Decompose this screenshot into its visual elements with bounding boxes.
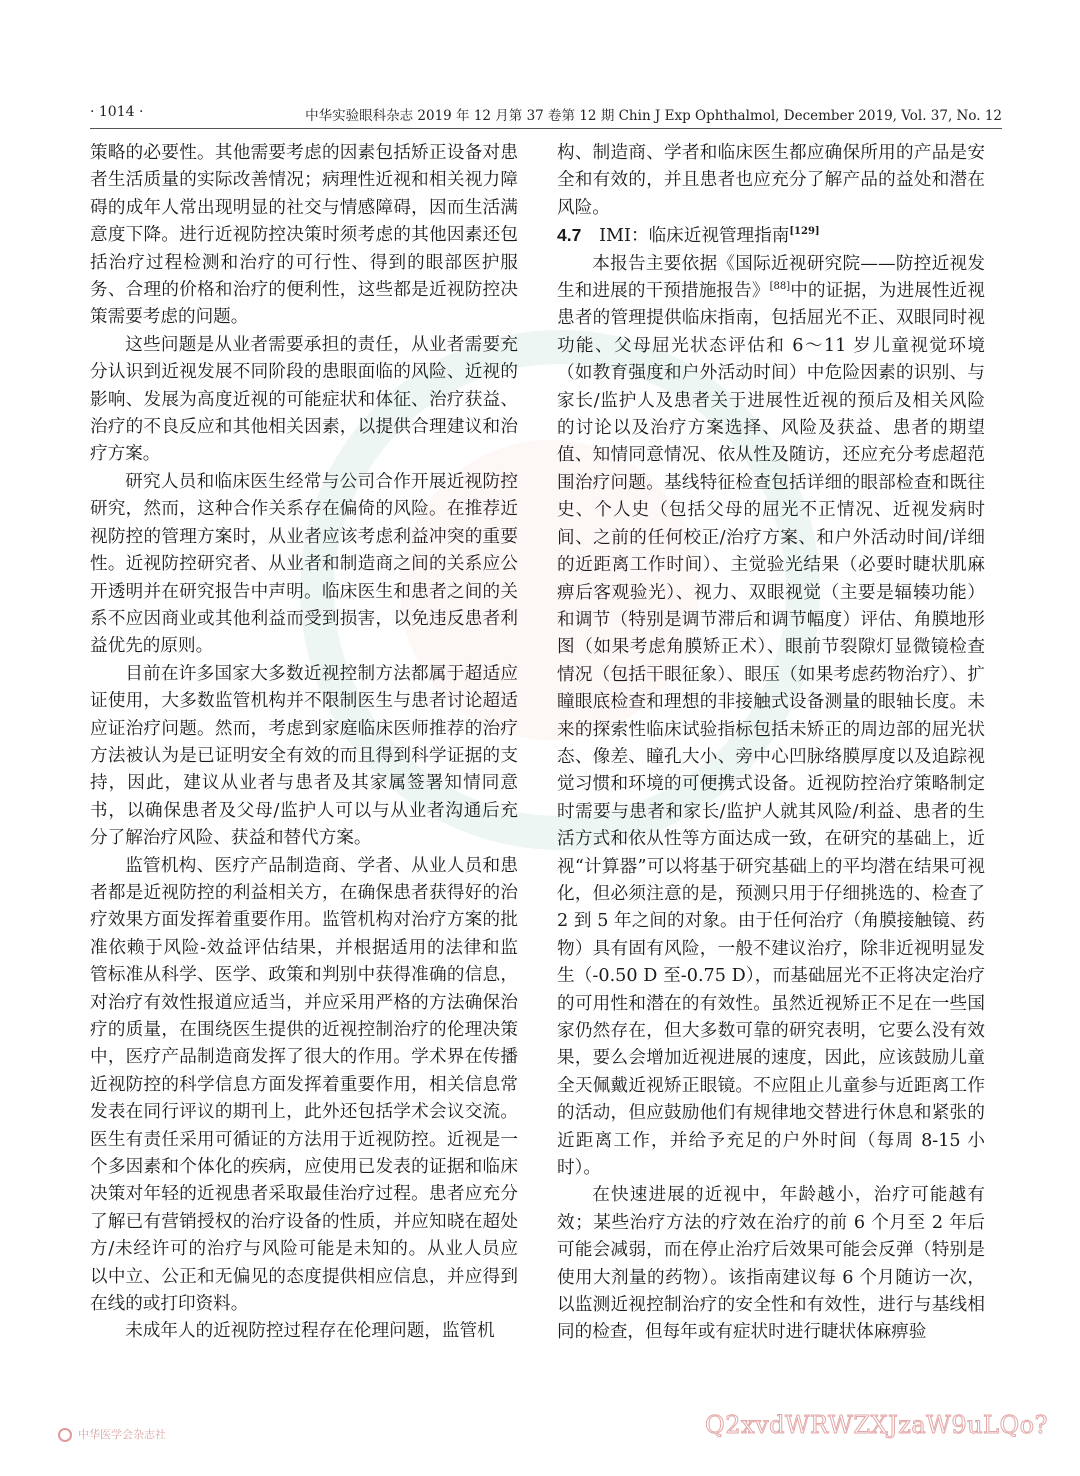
page-number: · 1014 · — [90, 104, 144, 120]
section-heading — [557, 222, 985, 250]
footer-watermark-code: Q2xvdWRWZXJzaW9uLQo? — [705, 1411, 1048, 1439]
section-title: IMI：临床近视管理指南 — [599, 226, 790, 247]
seal-icon — [58, 1428, 72, 1442]
paragraph-text: 本报告主要依据《国际近视研究院——防控近视发生和进展的干预措施报告》 — [557, 253, 985, 302]
citation-ref: [129] — [789, 226, 820, 238]
paragraph: 策略的必要性。其他需要考虑的因素包括矫正设备对患者生活质量的实际改善情况；病理性近视和相关视力障碍的成年人常出现明显的社交与情感障碍，因而生活满意度下降。进行近视防控决策时须考虑的其他因素还包括治疗过程检测和治疗的可行性、得到的眼部医护服务、合理的价格和治疗的便利性，这些都是近视防控决策需要考虑的问题。 — [90, 143, 518, 328]
paragraph: 构、制造商、学者和临床医生都应确保所用的产品是安全和有效的，并且患者也应充分了解产品的益处和潜在风险。 — [557, 143, 985, 218]
paragraph: 未成年人的近视防控过程存在伦理问题，监管机 — [125, 1321, 495, 1342]
left-column — [90, 140, 518, 1346]
header-divider — [90, 128, 1002, 129]
citation-ref: [88] — [769, 281, 791, 293]
paragraph-text: 中的证据，为进展性近视患者的管理提供临床指南，包括屈光不正、双眼同时视功能、父母屈光状态评估和 6～11 岁儿童视觉环境（如教育强度和户外活动时间）中危险因素的识别、与家长/监护人及患者关于进展性近视的预后及相关风险的讨论以及治疗方案选择、风险及获益、患者的期望值、知情同意情况、依从性及随访，还应充分考虑超范围治疗问题。基线特征检查包括详细的眼部检查和既往史、个人史（包括父母的屈光不正情况、近视发病时间、之前的任何校正/治疗方案、和户外活动时间/详细的近距离工作时间）、主觉验光结果（必要时睫状肌麻痹后客观验光）、视力、双眼视觉（主要是辐辏功能）和调节（特别是调节滞后和调节幅度）评估、角膜地形图（如果考虑角膜矫正术）、眼前节裂隙灯显微镜检查情况（包括干眼征象）、眼压（如果考虑药物治疗）、扩瞳眼底检查和理想的非接触式设备测量的眼轴长度。未来的探索性临床试验指标包括未矫正的周边部的屈光状态、像差、瞳孔大小、旁中心凹脉络膜厚度以及追踪视觉习惯和环境的可便携式设备。近视防控治疗策略制定时需要与患者和家长/监护人就其风险/利益、患者的生活方式和依从性等方面达成一致，在研究的基础上，近视“计算器”可以将基于研究基础上的平均潜在结果可视化，但必须注意的是，预测只用于仔细挑选的、检查了 2 到 5 年之间的对象。由于任何治疗（角膜接触镜、药物）具有固有风险，一般不建议治疗，除非近视明显发生（-0.50 D 至-0.75 D），而基础屈光不正将决定治疗的可用性和潜在的有效性。虽然近视矫正不足在一些国家仍然存在，但大多数可靠的研究表明，它要么没有效果，要么会增加近视进展的速度，因此，应该鼓励儿童全天佩戴近视矫正眼镜。不应阻止儿童参与近距离工作的活动，但应鼓励他们有规律地交替进行休息和紧张的近距离工作，并给予充足的户外时间（每周 8-15 小时）。 — [557, 281, 985, 1179]
paragraph: 研究人员和临床医生经常与公司合作开展近视防控研究，然而，这种合作关系存在偏倚的风险。在推荐近视防控的管理方案时，从业者应该考虑利益冲突的重要性。近视防控研究者、从业者和制造商之间的关系应公开透明并在研究报告中声明。临床医生和患者之间的关系不应因商业或其他利益而受到损害，以免违反患者利益优先的原则。 — [90, 471, 518, 657]
publisher-logo — [58, 1426, 166, 1446]
running-header — [90, 100, 1002, 124]
publisher-name: 中华医学会杂志社 — [78, 1429, 166, 1441]
section-number: 4.7 — [557, 225, 582, 246]
paragraph — [557, 251, 985, 1183]
paragraph: 在快速进展的近视中，年龄越小，治疗可能越有效；某些治疗方法的疗效在治疗的前 6 个月至 2 年后可能会减弱，而在停止治疗后效果可能会反弹（特别是使用大剂量的药物）。该指南建议每 6 个月随访一次，以监测近视控制治疗的安全性和有效性，进行与基线相同的检查，但每年或有症状时进行睫状体麻痹验 — [557, 1185, 985, 1343]
paragraph: 监管机构、医疗产品制造商、学者、从业人员和患者都是近视防控的利益相关方，在确保患者获得好的治疗效果方面发挥着重要作用。监管机构对治疗方案的批准依赖于风险-效益评估结果，并根据适用的法律和监管标准从科学、医学、政策和判别中获得准确的信息，对治疗有效性报道应适当，并应采用严格的方法确保治疗的质量，在围绕医生提供的近视控制治疗的伦理决策中，医疗产品制造商发挥了很大的作用。学术界在传播近视防控的科学信息方面发挥着重要作用，相关信息常发表在同行评议的期刊上，此外还包括学术会议交流。医生有责任采用可循证的方法用于近视防控。近视是一个多因素和个体化的疾病，应使用已发表的证据和临床决策对年轻的近视患者采取最佳治疗过程。患者应充分了解已有营销授权的治疗设备的性质，并应知晓在超处方/未经许可的治疗与风险可能是未知的。从业人员应以中立、公正和无偏见的态度提供相应信息，并应得到在线的或打印资料。 — [90, 855, 518, 1315]
right-column — [557, 140, 985, 1347]
paragraph: 这些问题是从业者需要承担的责任，从业者需要充分认识到近视发展不同阶段的患眼面临的风险、近视的影响、发展为高度近视的可能症状和体征、治疗获益、治疗的不良反应和其他相关因素，以提供合理建议和治疗方案。 — [90, 334, 518, 465]
journal-citation: 中华实验眼科杂志 2019 年 12 月第 37 卷第 12 期 Chin J Exp Ophthalmol, December 2019, Vol. 37, No. 12 — [305, 108, 1002, 124]
paragraph: 目前在许多国家大多数近视控制方法都属于超适应证使用，大多数监管机构并不限制医生与患者讨论超适应证治疗问题。然而，考虑到家庭临床医师推荐的治疗方法被认为是已证明安全有效的而且得到科学证据的支持，因此，建议从业者与患者及其家属签署知情同意书，以确保患者及父母/监护人可以与从业者沟通后充分了解治疗风险、获益和替代方案。 — [90, 663, 518, 849]
